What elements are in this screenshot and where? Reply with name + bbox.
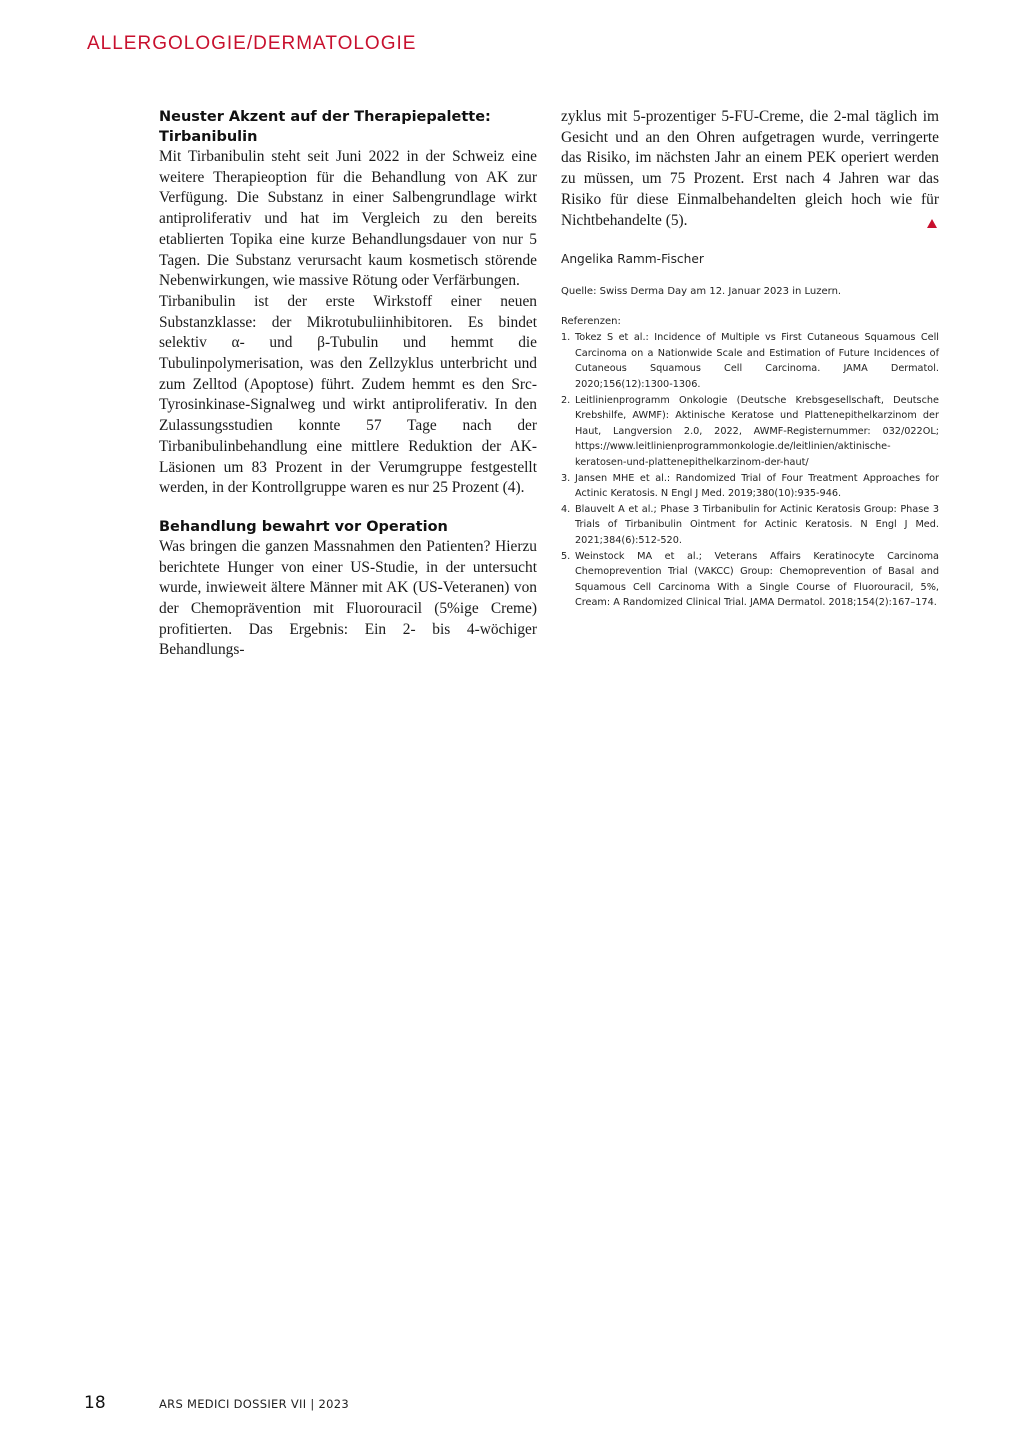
reference-text: Jansen MHE et al.: Randomized Trial of Four Treatment Approaches for Actinic Keratosis. N Engl J Med. 2019;380(10):935-946. xyxy=(575,472,939,500)
red-triangle-icon xyxy=(927,219,937,228)
heading-behandlung: Behandlung bewahrt vor Operation xyxy=(159,518,448,535)
heading-tirbanibulin: Neuster Akzent auf der Therapiepalette: Tirbanibulin xyxy=(159,109,491,145)
source-note: Quelle: Swiss Derma Day am 12. Januar 2023 in Luzern. xyxy=(561,286,842,298)
reference-text: Tokez S et al.: Incidence of Multiple vs First Cutaneous Squamous Cell Carcinoma on a Nationwide Scale and Estimation of Future Incidences of Cutaneous Squamous Cell Carcinoma. JAMA Dermatol. 2020;156(12):1300-1306. xyxy=(575,332,939,390)
page-number: 18 xyxy=(84,1393,106,1413)
reference-number: 3. xyxy=(561,472,571,484)
reference-number: 5. xyxy=(561,550,571,562)
reference-text: Leitlinienprogramm Onkologie (Deutsche Krebsgesellschaft, Deutsche Krebshilfe, AWMF): Aktinische Keratose und Plattenepithelkarzinom der Haut, Langversion 2.0, 2022, AWMF-Registernummer: 032/022OL; https://www.leitlinienprogrammonkologie.de/leitlinien/aktinische-keratosen-und-plattenepithelkarzinom-der-haut/ xyxy=(575,394,939,468)
reference-item xyxy=(561,393,939,471)
paragraph-tirbanibulin-intro: Mit Tirbanibulin steht seit Juni 2022 in der Schweiz eine weitere Therapieoption für die Behandlung von AK zur Verfügung. Die Substanz in einer Salbengrundlage wirkt antiproliferativ und hat im Vergleich zu den bereits etablierten Topika eine kurze Behandlungsdauer von nur 5 Tagen. Die Substanz verursacht kaum kosmetisch störende Nebenwirkungen, wie massive Rötung oder Verfärbungen. xyxy=(159,148,537,290)
reference-text: Weinstock MA et al.; Veterans Affairs Keratinocyte Carcinoma Chemoprevention Trial (VAKCC) Group: Chemoprevention of Basal and Squamous Cell Carcinoma With a Single Course of Fluorouracil, 5%, Cream: A Randomized Clinical Trial. JAMA Dermatol. 2018;154(2):167–174. xyxy=(575,550,939,609)
left-column xyxy=(159,107,537,661)
reference-item xyxy=(561,549,939,611)
reference-number: 1. xyxy=(561,332,571,344)
reference-number: 2. xyxy=(561,394,571,406)
reference-number: 4. xyxy=(561,503,571,515)
footer-journal-title: ARS MEDICI DOSSIER VII | 2023 xyxy=(159,1397,349,1411)
author-name: Angelika Ramm-Fischer xyxy=(561,252,704,267)
references-title: Referenzen: xyxy=(561,316,621,328)
reference-item xyxy=(561,471,939,502)
reference-text: Blauvelt A et al.; Phase 3 Tirbanibulin for Actinic Keratosis Group: Phase 3 Trials of Tirbanibulin Ointment for Actinic Keratosis. N Engl J Med. 2021;384(6):512-520. xyxy=(575,503,939,546)
right-column xyxy=(561,107,939,611)
section-header: ALLERGOLOGIE/DERMATOLOGIE xyxy=(87,33,417,54)
reference-item xyxy=(561,330,939,392)
paragraph-tirbanibulin-mechanism: Tirbanibulin ist der erste Wirkstoff einer neuen Substanzklasse: der Mikrotubuliinhibitoren. Es bindet selektiv α- und β-Tubulin und hemmt die Tubulinpolymerisation, was den Zellzyklus unterbricht und zum Zelltod (Apoptose) führt. Zudem hemmt es den Src-Tyrosinkinase-Signalweg und wirkt antiproliferativ. In den Zulassungsstudien konnte 57 Tage nach der Tirbanibulinbehandlung eine mittlere Reduktion der AK-Läsionen um 83 Prozent in der Verumgruppe festgestellt werden, in der Kontrollgruppe waren es nur 25 Prozent (4). xyxy=(159,292,537,497)
references-list xyxy=(561,330,939,611)
paragraph-behandlung: Was bringen die ganzen Massnahmen den Patienten? Hierzu berichtete Hunger von einer US-Studie, in der untersucht wurde, inwieweit ältere Männer mit AK (US-Veteranen) von der Chemoprävention mit Fluorouracil (5%ige Creme) profitierten. Das Ergebnis: Ein 2- bis 4-wöchiger Behandlungs- xyxy=(159,537,537,659)
paragraph-behandlung-continued: zyklus mit 5-prozentiger 5-FU-Creme, die 2-mal täglich im Gesicht und an den Ohren aufgetragen wurde, verringerte das Risiko, im nächsten Jahr an einem PEK operiert werden zu müssen, um 75 Prozent. Erst nach 4 Jahren war das Risiko für diese Einmalbehandelten gleich hoch wie für Nichtbehandelte (5). xyxy=(561,108,939,229)
paragraph-continuation-block xyxy=(561,107,939,231)
reference-item xyxy=(561,502,939,549)
